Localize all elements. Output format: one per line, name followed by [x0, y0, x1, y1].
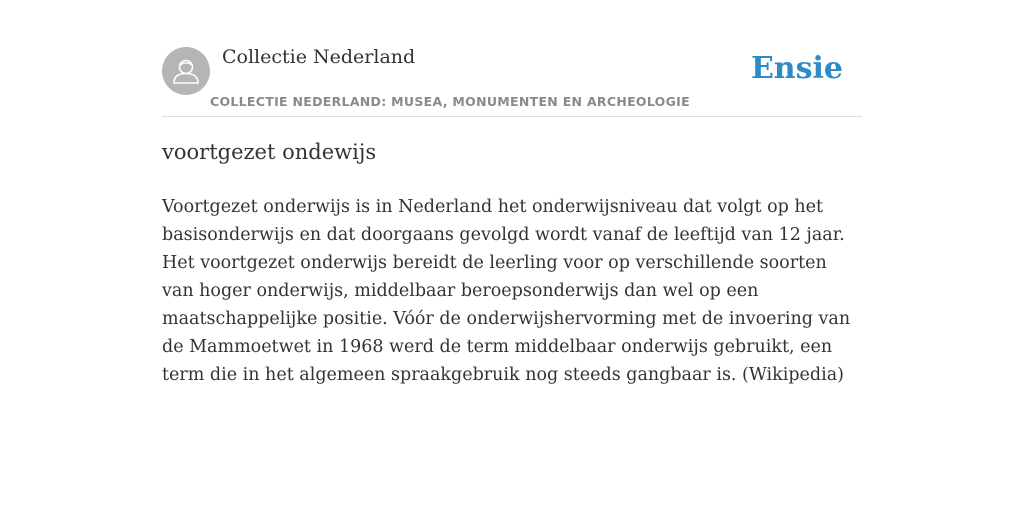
article-body: Voortgezet onderwijs is in Nederland het onderwijsniveau dat volgt op het basisonderwijs en dat doorgaans gevolgd wordt vanaf de leeftijd van 12 jaar. Het voortgezet onderwijs bereidt de leerling voor op verschillende soorten van hoger onderwijs, middelbaar beroepsonderwijs dan wel op een maatschappelijke positie. Vóór de onderwijshervorming met de invoering van de Mammoetwet in 1968 werd de term middelbaar onderwijs gebruikt, een term die in het algemeen spraakgebruik nog steeds gangbaar is. (Wikipedia)	[162, 197, 851, 385]
user-icon	[162, 47, 210, 95]
collection-link[interactable]: COLLECTIE NEDERLAND: MUSEA, MONUMENTEN EN ARCHEOLOGIE	[210, 94, 690, 109]
avatar[interactable]	[162, 47, 210, 95]
article-title: voortgezet ondewijs	[162, 140, 377, 164]
author-name[interactable]: Collectie Nederland	[222, 46, 416, 68]
brand-logo[interactable]: Ensie	[750, 51, 843, 86]
article-header	[162, 38, 862, 117]
